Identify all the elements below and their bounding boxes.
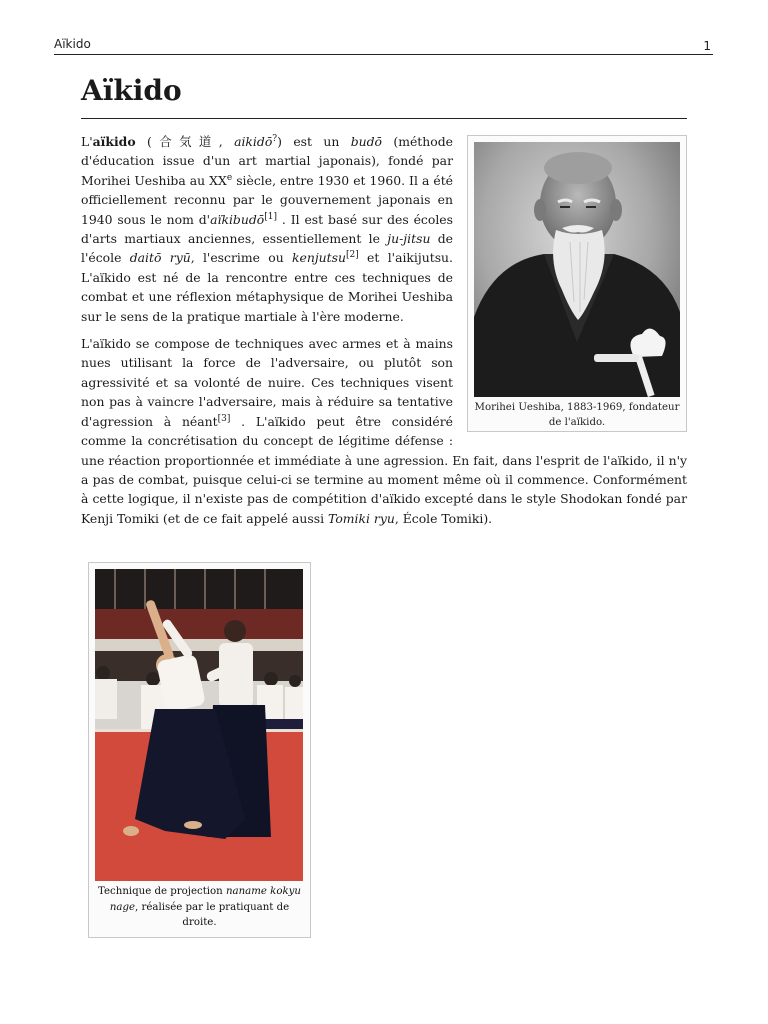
running-header-title: Aïkido [54, 37, 91, 51]
daito-ryu-term: daitō ryū [129, 250, 191, 266]
page-number: 1 [703, 39, 711, 53]
reference-3[interactable]: [3] [217, 413, 231, 424]
text-run: siècle, entre 1930 et 1960. Il a été officiellement reconnu par le gouvernement japonais en 1940 sous le nom d' [81, 172, 454, 227]
portrait-caption: Morihei Ueshiba, 1883-1969, fondateur de l'aïkido. [474, 402, 680, 428]
century-superscript: e [226, 172, 233, 183]
technique-illustration [95, 569, 303, 881]
aikibudo-term: aïkibudō [210, 211, 265, 227]
tomiki-ryu-term: Tomiki ryu [328, 510, 395, 526]
figure-portrait [467, 135, 687, 432]
running-header [54, 36, 713, 55]
technique-photo[interactable] [95, 569, 303, 881]
text-run: . L'aïkido peut être considéré comme la concrétisation du concept de légitime défense : une réaction proportionnée et immédiate à une agression. En fait, dans l'esprit de l'aïkido, il n'y a pas de combat, puisque celui-ci se termine au moment même où il commence. Conformément à cette logique, il n'existe pas de compétition d'aïkido excepté dans le style Shodokan fondé par Kenji Tomiki (et de ce fait appelé aussi [81, 413, 687, 526]
text-run: . Il est basé sur des écoles d'arts martiaux anciennes, essentiellement le [81, 211, 453, 247]
figure-technique [88, 562, 311, 938]
kenjutsu-term: kenjutsu [292, 250, 346, 266]
romaji-link[interactable]: aikidō [234, 134, 273, 149]
text-run: L' [81, 134, 93, 149]
text-run: (合気道, [135, 134, 235, 149]
text-run: L'aïkido se compose de techniques avec armes et à mains nues utilisant la force de l'adversaire, ou plutôt son agressivité et sa volonté de nuire. Ces techniques visent non pas à vaincre l'adversaire, mais à réduire sa tentative d'agression à néant [81, 336, 453, 429]
text-run: de l'école [81, 231, 454, 266]
text-run: et l'aikijutsu. L'aïkido est né de la rencontre entre ces techniques de combat et une réflexion métaphysique de Morihei Ueshiba sur le sens de la pratique martiale à l'ère moderne. [81, 250, 453, 324]
portrait-illustration [474, 142, 680, 397]
pronunciation-note[interactable]: ? [272, 134, 278, 144]
text-run: , l'escrime ou [190, 250, 293, 266]
text-run: ) est un [277, 134, 351, 149]
jujitsu-term: ju-jitsu [387, 231, 431, 247]
article-title: Aïkido [81, 72, 687, 119]
article-body [81, 132, 687, 536]
caption-text: , réalisée par le pratiquant de droite. [135, 901, 290, 928]
caption-technique-name: naname kokyu nage [109, 886, 301, 913]
term-aikido: aïkido [92, 134, 136, 149]
caption-text: Technique de projection [98, 886, 226, 897]
reference-2[interactable]: [2] [345, 250, 359, 261]
text-run: , École Tomiki). [394, 510, 493, 526]
budo-term: budō [350, 134, 383, 149]
reference-1[interactable]: [1] [264, 211, 277, 222]
technique-caption [95, 884, 304, 931]
portrait-photo[interactable] [474, 142, 680, 397]
text-run: (méthode d'éducation issue d'un art martial japonais), fondé par Morihei Ueshiba au XX [81, 134, 453, 188]
